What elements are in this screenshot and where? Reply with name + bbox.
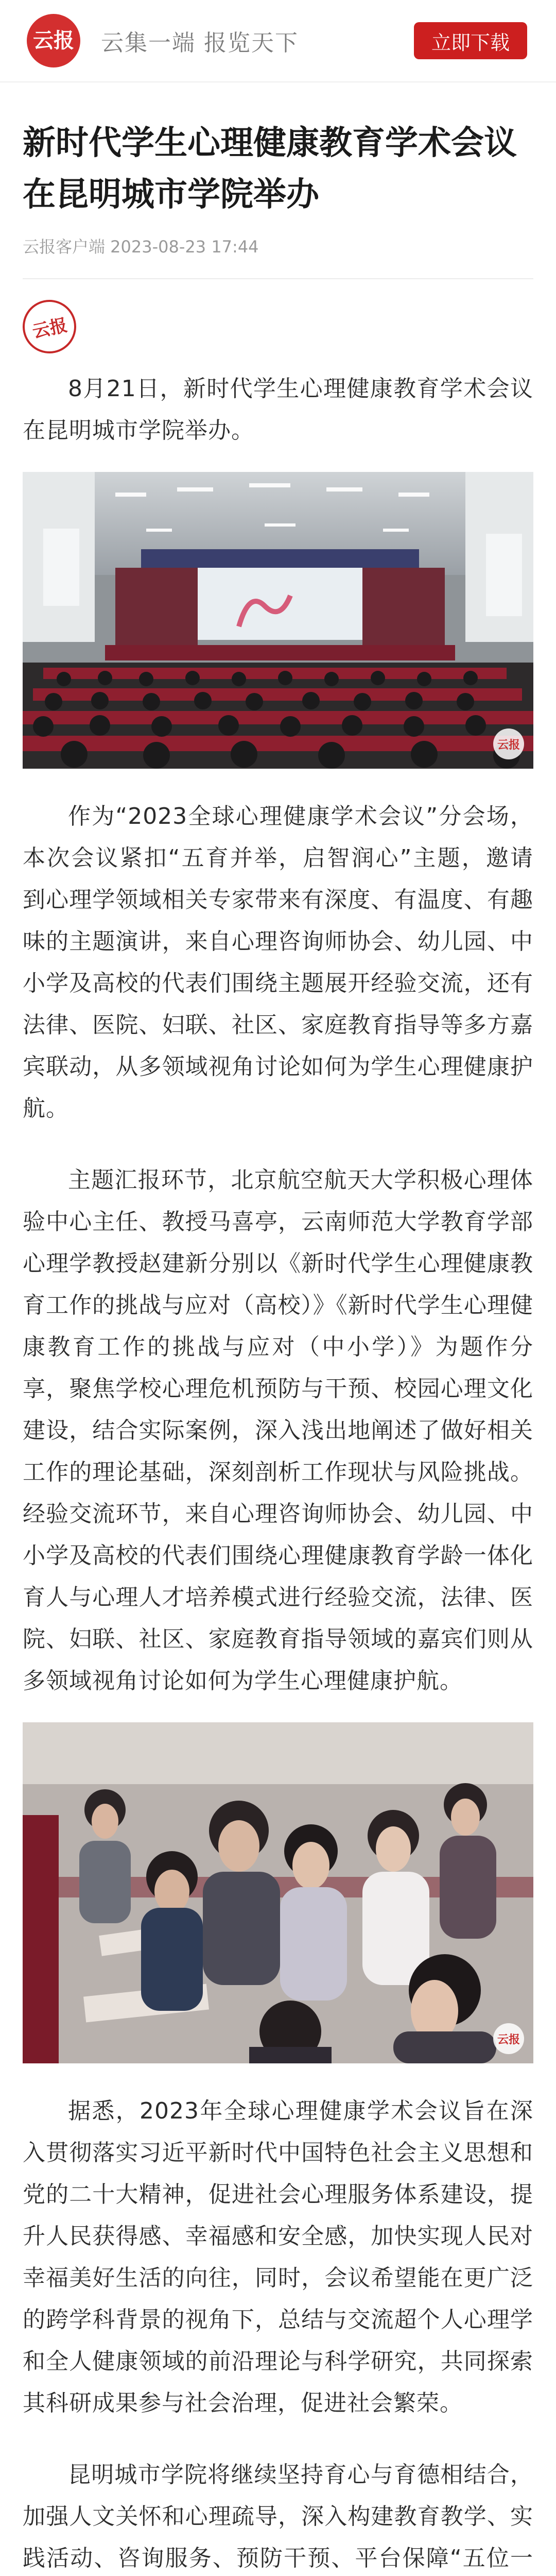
app-top-bar <box>0 0 556 82</box>
paragraph-overview: 作为“2023全球心理健康学术会议”分会场，本次会议紧扣“五育并举，启智润心”主题，邀请到心理学领域相关专家带来有深度、有温度、有趣味的主题演讲，来自心理咨询师协会、幼儿园、中小学及高校的代表们围绕主题展开经验交流，还有法律、医院、妇联、社区、家庭教育指导等多方嘉宾联动，从多领域视角讨论如何为学生心理健康护航。 <box>23 803 533 1122</box>
article-meta: 云报客户端 2023-08-23 17:44 <box>23 237 259 257</box>
paragraph-background: 据悉，2023年全球心理健康学术会议旨在深入贯彻落实习近平新时代中国特色社会主义思想和党的二十大精神，促进社会心理服务体系建设，提升人民获得感、幸福感和安全感，加快实现人民对幸福美好生活的向往，同时，会议希望能在更广泛的跨学科背景的视角下，总结与交流超个人心理学和全人健康领域的前沿理论与科学研究，共同探索其科研成果参与社会治理，促进社会繁荣。 <box>23 2098 533 2416</box>
audience-photo[interactable] <box>23 1722 533 2063</box>
photo-watermark: 云报 <box>493 728 524 759</box>
paragraph-reports: 主题汇报环节，北京航空航天大学积极心理体验中心主任、教授马喜亭，云南师范大学教育学部心理学教授赵建新分别以《新时代学生心理健康教育工作的挑战与应对（高校）》《新时代学生心理健康教育工作的挑战与应对（中小学）》为题作分享，聚焦学校心理危机预防与干预、校园心理文化建设，结合实际案例，深入浅出地阐述了做好相关工作的理论基础，深刻剖析工作现状与风险挑战。经验交流环节，来自心理咨询师协会、幼儿园、中小学及高校的代表们围绕心理健康教育学龄一体化育人与心理人才培养模式进行经验交流，法律、医院、妇联、社区、家庭教育指导领域的嘉宾们则从多领域视角讨论如何为学生心理健康护航。 <box>23 1167 533 1694</box>
photo-watermark: 云报 <box>493 2023 524 2054</box>
paragraph-outlook: 昆明城市学院将继续坚持育心与育德相结合，加强人文关怀和心理疏导，深入构建教育教学、实践活动、咨询服务、预防干预、平台保障“五位一 <box>23 2462 533 2571</box>
conference-hall-photo[interactable] <box>23 472 533 769</box>
app-slogan: 云集一端 报览天下 <box>101 30 299 56</box>
article-title: 新时代学生心理健康教育学术会议在昆明城市学院举办 <box>23 124 517 214</box>
article <box>0 117 556 2576</box>
conference-hall-image <box>23 472 533 769</box>
download-button[interactable]: 立即下载 <box>414 22 527 59</box>
source-seal-logo: 云报 <box>18 295 81 358</box>
header-divider <box>23 278 533 279</box>
app-logo: 云报 <box>27 14 80 67</box>
paragraph-intro: 8月21日，新时代学生心理健康教育学术会议在昆明城市学院举办。 <box>23 376 533 444</box>
audience-image <box>23 1722 533 2063</box>
